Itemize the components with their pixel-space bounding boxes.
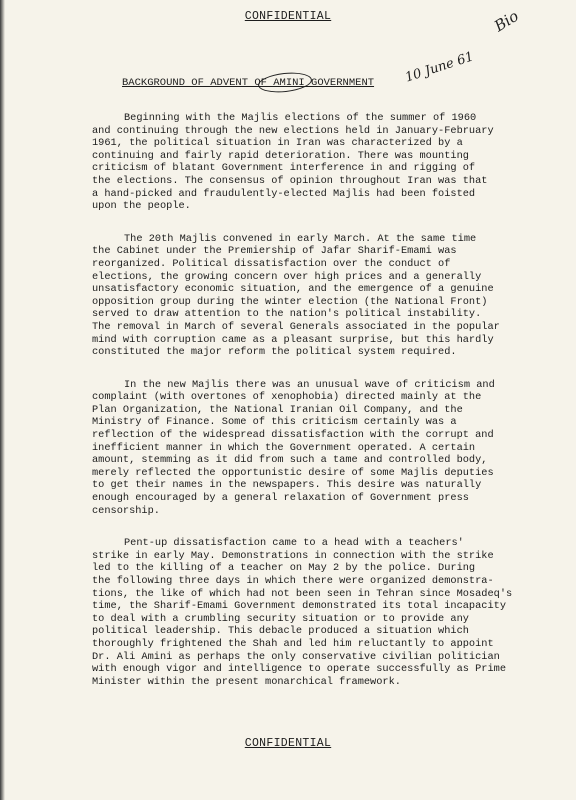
classification-footer: CONFIDENTIAL	[244, 737, 332, 750]
text-line: merely reflected the opportunistic desire of some Majlis deputies	[92, 466, 494, 479]
scan-edge-shadow	[0, 0, 5, 800]
text-line: to get their names in the newspapers. This desire was naturally	[92, 479, 482, 492]
text-line: the following three days in which there were organized demonstra-	[92, 575, 494, 587]
text-line: the elections. The consensus of opinion throughout Iran was that	[92, 174, 488, 187]
text-line: Beginning with the Majlis elections of the summer of 1960	[124, 112, 477, 124]
text-line: opposition group during the winter election (the National Front)	[92, 295, 488, 308]
paragraph-3	[60, 379, 515, 518]
text-line: unsatisfactory economic situation, and the emergence of a genuine	[92, 283, 494, 296]
text-line: a hand-picked and fraudulently-elected Majlis had been foisted	[92, 187, 476, 200]
text-line: constituted the major reform the political system required.	[92, 346, 457, 359]
text-line: the Cabinet under the Premiership of Jafar Sharif-Emami was	[92, 245, 457, 258]
classification-header: CONFIDENTIAL	[244, 10, 332, 23]
text-line: continuing and fairly rapid deterioration. There was mounting	[92, 149, 469, 162]
text-line: 1961, the political situation in Iran was characterized by a	[92, 137, 463, 150]
text-line: thoroughly frightened the Shah and led him reluctantly to appoint	[92, 637, 494, 650]
text-line: tions, the like of which had not been seen in Tehran since Mosadeq's	[92, 587, 513, 600]
text-line: censorship.	[92, 504, 160, 517]
text-line: reorganized. Political dissatisfaction over the conduct of	[92, 257, 451, 270]
text-line: Dr. Ali Amini as perhaps the only conservative civilian politician	[92, 650, 500, 663]
text-line: The 20th Majlis convened in early March. At the same time	[124, 232, 477, 245]
text-line: inefficient manner in which the Government operated. A certain	[92, 441, 476, 454]
handwritten-note: Bio	[491, 6, 522, 36]
text-line: time, the Sharif-Emami Government demonstrated its total incapacity	[92, 600, 507, 613]
text-line: reflection of the widespread dissatisfaction with the corrupt and	[92, 429, 494, 442]
text-line: to deal with a crumbling security situation or to provide any	[92, 612, 469, 625]
text-line: Ministry of Finance. Some of this criticism certainly was a	[92, 416, 457, 429]
text-line: upon the people.	[92, 200, 191, 213]
text-line: political leadership. This debacle produced a situation which	[92, 625, 469, 638]
text-line: with enough vigor and intelligence to operate successfully as Prime	[92, 663, 507, 676]
paragraph-2	[60, 233, 515, 359]
text-line: Minister within the present monarchical framework.	[92, 675, 401, 688]
paragraph-1	[60, 112, 515, 213]
text-line: strike in early May. Demonstrations in connection with the strike	[92, 549, 494, 562]
text-line: Pent-up dissatisfaction came to a head with a teachers'	[124, 537, 464, 550]
text-line: The removal in March of several Generals associated in the popular	[92, 320, 500, 333]
paragraph-4	[60, 537, 515, 688]
document-title: BACKGROUND OF ADVENT OF AMINI GOVERNMENT	[122, 77, 375, 89]
text-line: amount, stemming as it did from such a tame and controlled body,	[92, 454, 488, 467]
text-line: complaint (with overtones of xenophobia) directed mainly at the	[92, 391, 482, 404]
text-line: criticism of blatant Government interference in and rigging of	[92, 162, 476, 175]
text-line: served to draw attention to the nation's political instability.	[92, 308, 482, 321]
text-line: In the new Majlis there was an unusual wave of criticism and	[124, 378, 495, 391]
text-line: and continuing through the new elections held in January-February	[92, 124, 494, 137]
text-line: elections, the growing concern over high prices and a generally	[92, 270, 482, 283]
text-line: led to the killing of a teacher on May 2 by the police. During	[92, 562, 476, 575]
text-line: Plan Organization, the National Iranian Oil Company, and the	[92, 403, 463, 416]
handwritten-date: 10 June 61	[403, 49, 476, 86]
document-body	[60, 112, 515, 708]
text-line: mind with corruption came as a pleasant surprise, but this hardly	[92, 333, 494, 346]
text-line: enough encouraged by a general relaxation of Government press	[92, 492, 469, 505]
